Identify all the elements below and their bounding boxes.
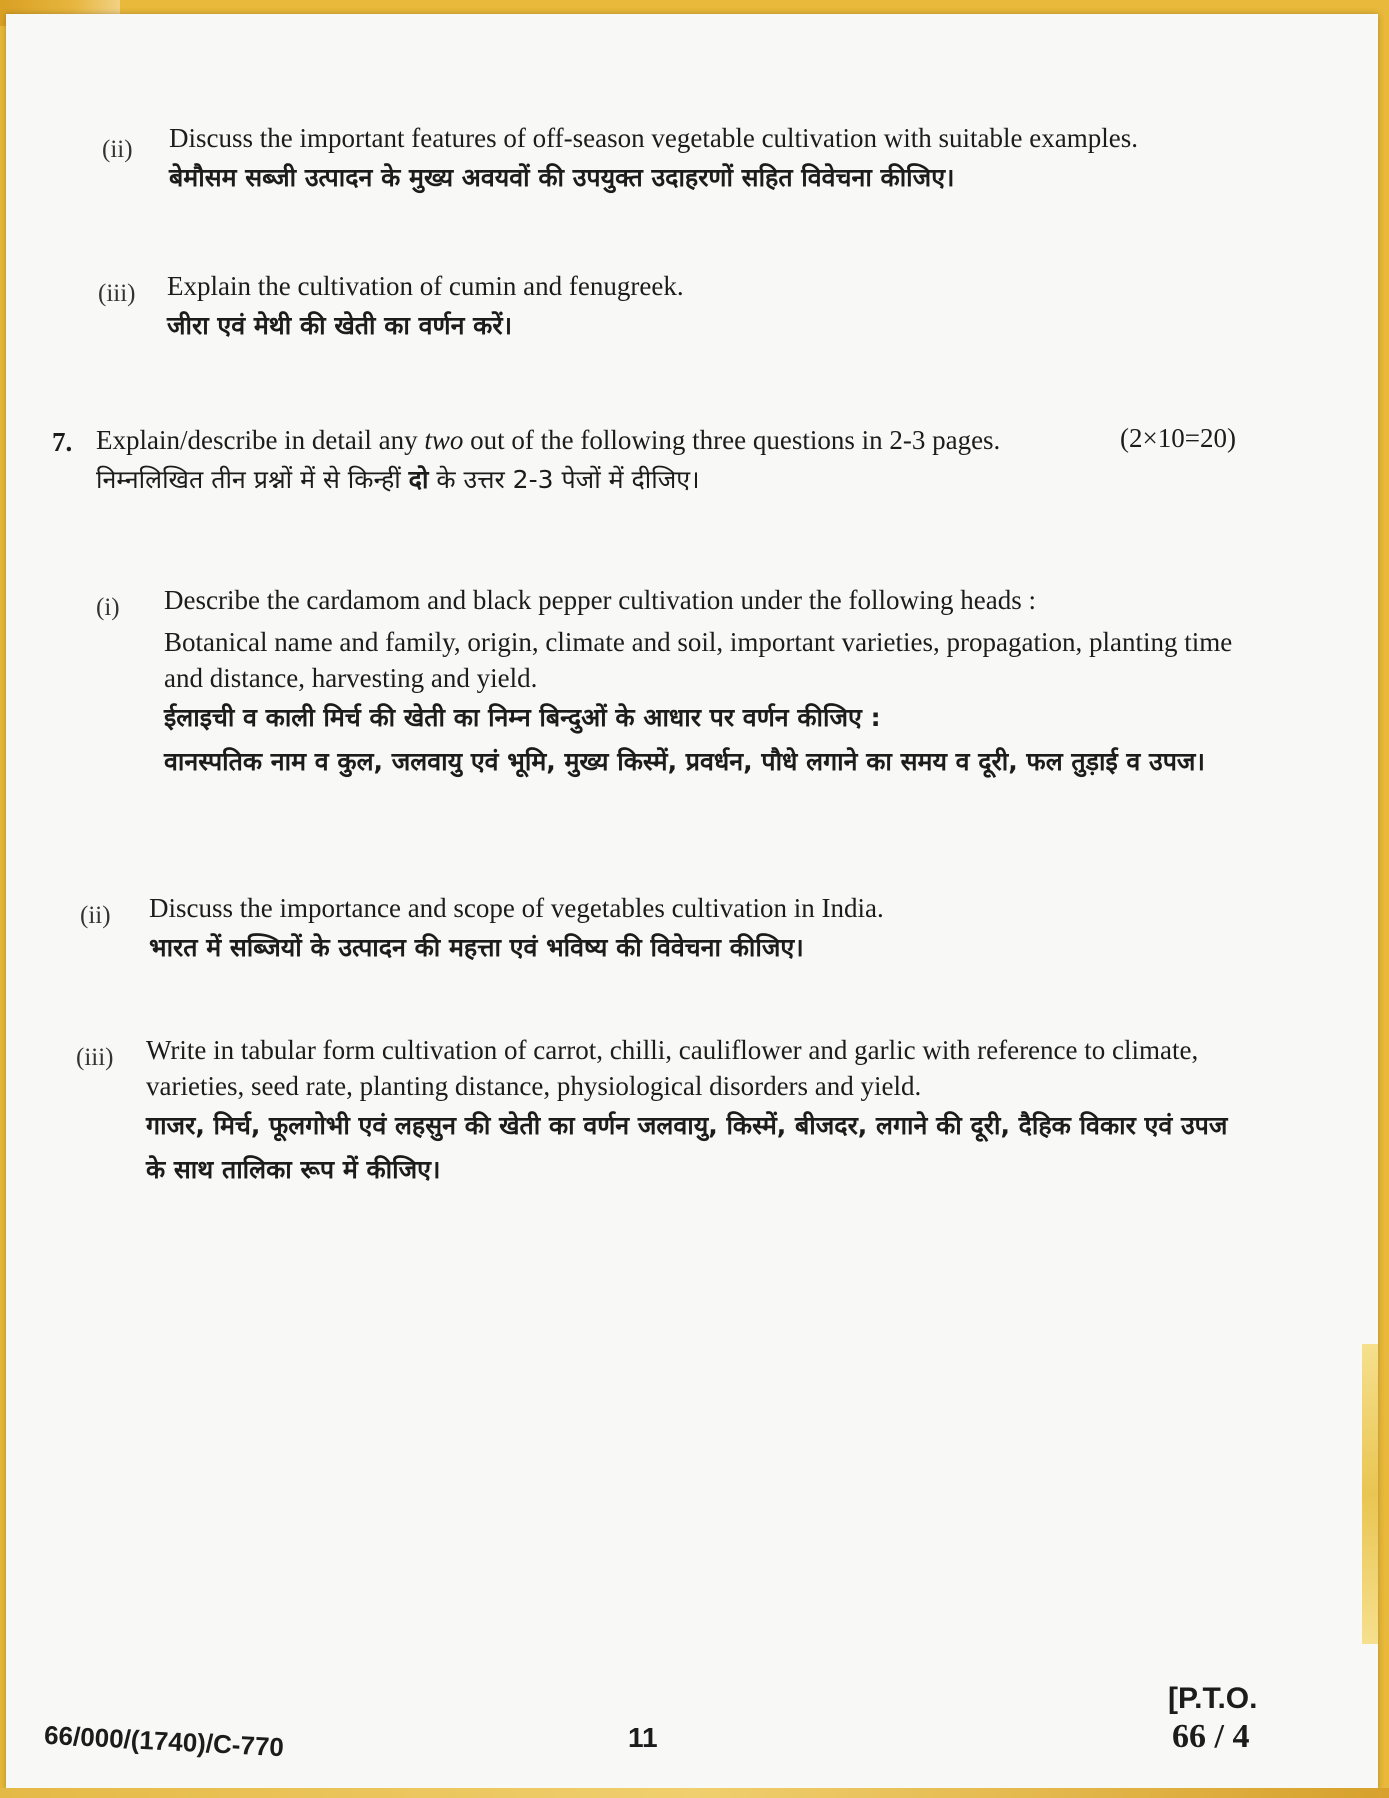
paper-code: 66/000/(1740)/C-770 <box>43 1719 285 1763</box>
question-text-hindi <box>96 458 1106 502</box>
question-text-english: Discuss the importance and scope of vegetables cultivation in India. <box>149 893 884 923</box>
q6-iii <box>167 268 1257 348</box>
instruction-emphasis: two <box>424 425 464 455</box>
q6-ii <box>169 120 1259 200</box>
series-code: 66 / 4 <box>1172 1718 1250 1755</box>
paper-background-bottom <box>0 1788 1389 1798</box>
subquestion-number: (i) <box>96 594 120 621</box>
question-number: 7. <box>52 427 73 457</box>
question-text-hindi: भारत में सब्जियों के उत्पादन की महत्ता एवं भविष्य की विवेचना कीजिए। <box>149 933 804 962</box>
instruction-text: के उत्तर 2-3 पेजों में दीजिए। <box>428 465 700 494</box>
instruction-text: Explain/describe in detail any <box>96 425 425 455</box>
instruction-text: निम्नलिखित तीन प्रश्नों में से किन्हीं <box>96 465 409 494</box>
question-text-hindi: बेमौसम सब्जी उत्पादन के मुख्य अवयवों की उपयुक्त उदाहरणों सहित विवेचना कीजिए। <box>169 163 955 192</box>
subquestion-number: (iii) <box>98 280 136 307</box>
q7-i <box>164 582 1262 784</box>
question-text-english <box>96 422 1106 458</box>
question-text-hindi: गाजर, मिर्च, फूलगोभी एवं लहसुन की खेती का वर्णन जलवायु, किस्में, बीजदर, लगाने की दूरी, दैहिक विकार एवं उपज के साथ तालिका रूप में कीजिए। <box>146 1111 1228 1184</box>
question-text-english: Explain the cultivation of cumin and fenugreek. <box>167 271 684 301</box>
subquestion-number: (ii) <box>80 902 111 929</box>
please-turn-over: [P.T.O. <box>1168 1682 1258 1715</box>
exam-page <box>6 14 1378 1790</box>
subquestion-number: (ii) <box>102 136 133 163</box>
instruction-emphasis: दो <box>408 465 429 494</box>
question-text-english: Describe the cardamom and black pepper cultivation under the following heads : <box>164 585 1036 615</box>
page-number: 11 <box>628 1722 658 1753</box>
subquestion-number: (iii) <box>76 1044 114 1071</box>
question-text-english: Write in tabular form cultivation of carrot, chilli, cauliflower and garlic with reference to climate, varieties, seed rate, planting distance, physiological disorders and yield. <box>146 1035 1199 1101</box>
question-text-english: Botanical name and family, origin, climate and soil, important varieties, propagation, planting time and distance, harvesting and yield. <box>164 627 1233 693</box>
q7-ii <box>149 890 1249 970</box>
question-text-hindi: ईलाइची व काली मिर्च की खेती का निम्न बिन्दुओं के आधार पर वर्णन कीजिए : <box>164 703 881 732</box>
q7-iii <box>146 1032 1254 1192</box>
question-text-hindi: जीरा एवं मेथी की खेती का वर्णन करें। <box>167 311 513 340</box>
question-text-hindi: वानस्पतिक नाम व कुल, जलवायु एवं भूमि, मुख्य किस्में, प्रवर्धन, पौधे लगाने का समय व दूरी, फल तुड़ाई व उपज। <box>164 747 1205 776</box>
instruction-text: out of the following three questions in 2-3 pages. <box>463 425 1001 455</box>
paper-background-edge <box>1362 1344 1378 1644</box>
question-text-english: Discuss the important features of off-season vegetable cultivation with suitable examples. <box>169 123 1138 153</box>
q7-instructions <box>96 422 1106 502</box>
marks-allocation: (2×10=20) <box>1120 423 1236 453</box>
